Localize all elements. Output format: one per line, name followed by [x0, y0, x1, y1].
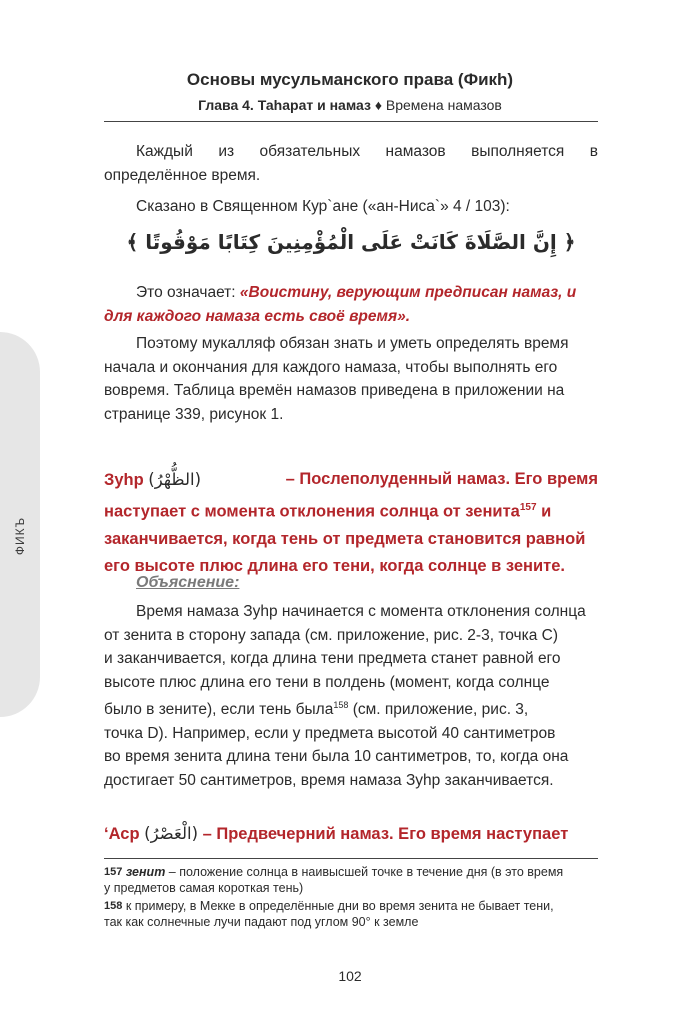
asr-heading: [104, 820, 598, 848]
footnote-number: 157: [104, 866, 123, 878]
zuhr-name: Зуhр: [104, 471, 144, 489]
explanation-label: Объяснение:: [136, 574, 240, 591]
word: выполняется: [471, 143, 565, 160]
paragraph-2: Сказано в Священном Кур`ане («ан-Ниса`» 4 / 103):: [136, 198, 510, 215]
zuhr-explanation: [104, 600, 598, 792]
separator-diamond: ♦: [374, 97, 382, 113]
running-header-title: Основы мусульманского права (Фикh): [186, 70, 514, 89]
asr-name: ‘Аср: [104, 825, 140, 843]
paragraph-3-lead: Это означает:: [136, 284, 240, 301]
zuhr-heading-line-2-end: и: [536, 502, 552, 521]
footnote-text-line-2: у предметов самая короткая тень): [104, 881, 304, 895]
footnote-number: 158: [104, 900, 123, 912]
paragraph-4-line: начала и окончания для каждого намаза, чтобы выполнять его: [104, 358, 558, 376]
word: обязательных: [259, 143, 361, 160]
paragraph-3: [104, 281, 598, 328]
zuhr-text-line: было в зените), если тень была: [104, 701, 334, 719]
arabic-verse: ﴿ إِنَّ الصَّلَاةَ كَانَتْ عَلَى الْمُؤْمِنِينَ كِتَابًا مَوْقُوتًا ﴾: [126, 230, 576, 254]
zuhr-heading-line-3: заканчивается, когда тень от предмета становится равной: [104, 529, 586, 548]
paragraph-4-line: Поэтому мукалляф обязан знать и уметь определять время: [136, 335, 569, 352]
zuhr-text-line: точка D). Например, если у предмета высотой 40 сантиметров: [104, 724, 556, 742]
footnote-157: [104, 864, 598, 896]
header-divider: [104, 121, 598, 122]
asr-heading-text: – Предвечерний намаз. Его время наступает: [202, 825, 569, 843]
zuhr-text-line: (см. приложение, рис. 3,: [352, 701, 529, 719]
section-title: Времена намазов: [385, 97, 502, 113]
footnote-term: зенит: [125, 865, 166, 879]
zuhr-text-line: и заканчивается, когда длина тени предмета станет равной его: [104, 650, 561, 667]
footnote-ref-157[interactable]: 157: [519, 502, 537, 513]
zuhr-arabic: (الظُّهْرُ): [148, 470, 201, 489]
zuhr-heading: [104, 466, 598, 580]
footnote-158: [104, 898, 598, 930]
paragraph-1-line-2: определённое время.: [104, 166, 261, 184]
running-header-subtitle: [0, 97, 700, 113]
side-tab-label: ФИКЪ: [13, 516, 27, 556]
word: намазов: [385, 143, 446, 160]
zuhr-text-line: во время зенита длина тени была 10 сантиметров, то, когда она: [104, 748, 569, 766]
zuhr-heading-line-2: наступает с момента отклонения солнца от зенита: [104, 502, 520, 521]
footnote-text: к примеру, в Мекке в определённые дни во время зенита не бывает тени,: [122, 899, 554, 913]
asr-arabic: (الْعَصْرُ): [144, 824, 198, 843]
zuhr-text-line: достигает 50 сантиметров, время намаза Зуhр заканчивается.: [104, 771, 554, 789]
paragraph-4-line: странице 339, рисунок 1.: [104, 405, 284, 423]
footnote-ref-158[interactable]: 158: [333, 700, 349, 710]
zuhr-text-line: высоте плюс длина его тени в полдень (момент, когда солнце: [104, 673, 550, 691]
paragraph-1: [104, 140, 598, 187]
chapter-title: Глава 4. Таhарат и намаз: [198, 97, 371, 113]
verse-translation: «Воистину, верующим предписан намаз, и: [239, 284, 577, 301]
footnote-text: – положение солнца в наивысшей точке в течение дня (в это время: [165, 865, 564, 879]
zuhr-heading-line-4: его высоте плюс длина его тени, когда солнце в зените.: [104, 556, 565, 575]
word: в: [589, 143, 598, 160]
footnote-divider: [104, 858, 598, 859]
word: из: [218, 143, 235, 160]
zuhr-heading-line-1: – Послеполуденный намаз. Его время: [285, 470, 598, 488]
zuhr-text-line: от зенита в сторону запада (см. приложение, рис. 2-3, точка С): [104, 626, 559, 644]
paragraph-4: [104, 332, 598, 426]
word: Каждый: [136, 143, 193, 160]
verse-translation-line-2: для каждого намаза есть своё время».: [104, 307, 411, 325]
page-number: 102: [338, 968, 362, 984]
paragraph-4-line: вовремя. Таблица времён намазов приведена в приложении на: [104, 382, 565, 399]
zuhr-text-line: Время намаза Зуhр начинается с момента отклонения солнца: [136, 603, 586, 620]
footnote-text-line-2: так как солнечные лучи падают под углом 90° к земле: [104, 915, 419, 929]
